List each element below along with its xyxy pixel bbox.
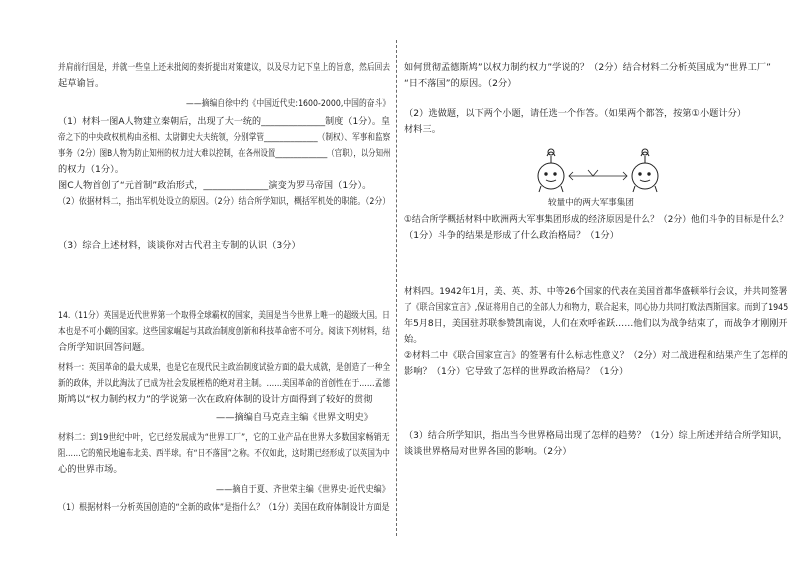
question-line: （2）依据材料二，指出军机处设立的原因。（2分）结合所学知识，概括军机处的职能。（2分） <box>58 196 391 207</box>
question-line: （2）选做题，以下两个小题，请任选一个作答。（如果两个都答，按第①小题计分） <box>404 108 747 119</box>
text-line: 并肩前行国是，并就一些皇上还未批阅的奏折提出对策建议，以及尽力记下皇上的旨意，然后回去 <box>58 62 391 73</box>
question-line: “日不落国”的原因。（2分） <box>404 78 517 89</box>
question-line: ①结合所学概括材料中欧洲两大军事集团形成的经济原因是什么？（2分）他们斗争的目标是什么？ <box>404 214 789 225</box>
material-line: 始。 <box>404 334 423 345</box>
material-line: 斯鸠以“权力制约权力”的学说第一次在政府体制的设计方面得到了较好的贯彻 <box>58 394 373 405</box>
material-line: 新的政体，并以此淘汰了已成为社会发展桎梏的绝对君主制。……美国革命的首创性在于……孟德 <box>58 378 391 389</box>
material-line: 材料四。1942年1月，美、英、苏、中等26个国家的代表在美国首都华盛顿举行会议，并共同签署 <box>404 286 788 297</box>
question-line: 如何贯彻孟德斯鸠”以权力制约权力”学说的？（2分）结合材料二分析英国成为“世界工厂” <box>404 62 771 73</box>
question-line: ②材料二中《联合国家宣言》的签署有什么标志性意义？（2分）对二战进程和结果产生了怎样的 <box>404 350 788 361</box>
material-line: 材料一：英国革命的最大成果，也是它在现代民主政治制度试验方面的最大成就，是创造了一种全 <box>58 362 391 373</box>
tension-arrows <box>569 170 627 180</box>
question-line: 事务（2分）图B人物为防止知州的权力过大难以控制，在各州设置______________（官职），以分知州 <box>58 148 391 159</box>
question-line: （1分）斗争的结果是形成了什么政治格局？（1分） <box>404 230 620 241</box>
citation: ——摘自于夏、齐世荣主编《世界史·近代史编》 <box>216 484 390 495</box>
material-line: 阻……它的殖民地遍布北美、西半球。有“日不落国”之称。不仅如此，这时期已经形成了以英国为中 <box>58 448 390 459</box>
question-line: 谈谈世界格局对世界各国的影响。（2分） <box>404 446 572 457</box>
question-line: （3）综合上述材料，谈谈你对古代君主专制的认识（3分） <box>58 240 301 251</box>
text-line: 合所学知识回答问题。 <box>58 342 151 353</box>
material-label: 材料三。 <box>404 124 441 135</box>
text-line: 起草谕旨。 <box>58 78 105 89</box>
question-line: （3）结合所学知识，指出当今世界格局出现了怎样的趋势？（1分）综上所述并结合所学知识， <box>404 430 788 441</box>
material-line: 了《联合国家宣言》,保证将用自己的全部人力和物力，联合起来，同心协力共同打败法西斯国家。而到了1945 <box>404 302 789 313</box>
material-line: 心的世界市场。 <box>58 464 123 475</box>
column-divider <box>396 40 397 536</box>
material-line: 年5月8日，美国驻苏联参赞凯南说，人们在欢呼雀跃……他们以为战争结束了，而战争才刚刚开 <box>404 318 788 329</box>
right-column <box>398 0 794 562</box>
question-line: （1）材料一图A人物建立秦朝后，出现了大一统的______________制度（1分）。皇 <box>58 116 391 127</box>
question-line: 影响？（1分）它导致了怎样的世界政治格局？（1分） <box>404 366 629 377</box>
left-column <box>0 0 396 562</box>
question-line: 图C人物首创了“元首制”政治形式，______________演变为罗马帝国（1分）。 <box>58 180 372 191</box>
question-14-title: 14.（11分）英国是近代世界第一个取得全球霸权的国家，美国是当今世界上唯一的超级大国。日 <box>58 310 390 321</box>
military-blocs-cartoon <box>533 142 663 194</box>
question-line: 帝之下的中央政权机构由丞相、太尉御史大夫统领，分别掌管______________（制权）、军事和监察 <box>58 132 391 143</box>
figure-caption: 较量中的两大军事集团 <box>548 198 634 208</box>
bloc-figure-left <box>538 149 564 192</box>
citation: ——摘编自马克垚主编《世界文明史》 <box>216 412 374 423</box>
material-line: 材料二：到19世纪中叶，它已经发展成为“世界工厂”，它的工业产品在世界大多数国家畅销无 <box>58 432 390 443</box>
question-line: （1）根据材料一分析英国创造的“全新的政体”是指什么？（1分）美国在政府体制设计方面是 <box>58 502 390 513</box>
bloc-figure-right <box>632 149 658 192</box>
citation: ——摘编自徐中约《中国近代史:1600-2000,中国的奋斗》 <box>186 98 391 109</box>
question-line: 的权力（1分）。 <box>58 164 124 175</box>
text-line: 本也是不可小觑的国家。这些国家崛起与其政治制度创新和科技革命密不可分。阅读下列材料，结 <box>58 326 391 337</box>
